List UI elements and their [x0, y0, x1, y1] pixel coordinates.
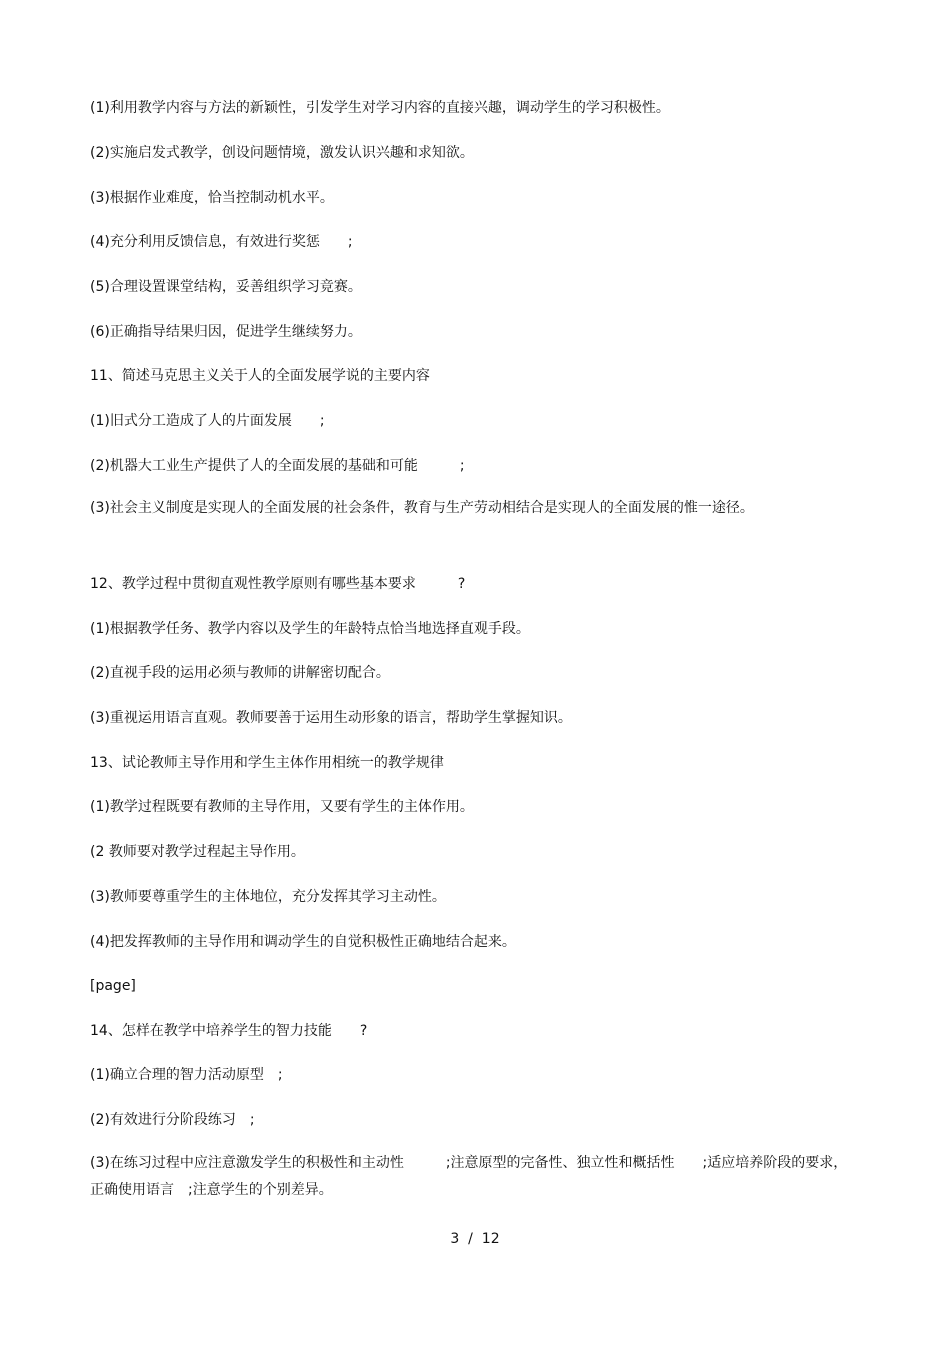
question-heading: 12、教学过程中贯彻直观性教学原则有哪些基本要求 ?	[90, 576, 466, 592]
text-line: (2)实施启发式教学，创设问题情境，激发认识兴趣和求知欲。	[90, 145, 474, 161]
text-line: (3)重视运用语言直观。教师要善于运用生动形象的语言，帮助学生掌握知识。	[90, 710, 572, 726]
text-line: (3)在练习过程中应注意激发学生的积极性和主动性 ;注意原型的完备性、独立性和概括性 ;适应培养阶段的要求，正确使用语言 ;注意学生的个别差异。	[90, 1155, 848, 1198]
text-line: (4)充分利用反馈信息，有效进行奖惩 ;	[90, 234, 353, 250]
question-heading: 14、怎样在教学中培养学生的智力技能 ?	[90, 1023, 368, 1039]
text-line: (1)旧式分工造成了人的片面发展 ;	[90, 413, 325, 429]
text-line: (1)确立合理的智力活动原型 ;	[90, 1067, 283, 1083]
text-line: (1)教学过程既要有教师的主导作用，又要有学生的主体作用。	[90, 799, 474, 815]
text-line: (2 教师要对教学过程起主导作用。	[90, 844, 305, 860]
page-marker: [page]	[90, 978, 136, 994]
text-line: (2)直视手段的运用必须与教师的讲解密切配合。	[90, 665, 390, 681]
text-line: (3)教师要尊重学生的主体地位，充分发挥其学习主动性。	[90, 889, 446, 905]
text-line: (2)有效进行分阶段练习 ;	[90, 1112, 255, 1128]
question-heading: 13、试论教师主导作用和学生主体作用相统一的教学规律	[90, 755, 444, 771]
page-number: 3 / 12	[450, 1231, 500, 1247]
text-line: (3)社会主义制度是实现人的全面发展的社会条件，教育与生产劳动相结合是实现人的全面发展的惟一途径。	[90, 500, 754, 516]
text-line: (1)根据教学任务、教学内容以及学生的年龄特点恰当地选择直观手段。	[90, 621, 530, 637]
text-line: (4)把发挥教师的主导作用和调动学生的自觉积极性正确地结合起来。	[90, 934, 516, 950]
text-line: (5)合理设置课堂结构，妥善组织学习竞赛。	[90, 279, 362, 295]
text-line: (1)利用教学内容与方法的新颖性，引发学生对学习内容的直接兴趣，调动学生的学习积极性。	[90, 100, 670, 116]
question-heading: 11、简述马克思主义关于人的全面发展学说的主要内容	[90, 368, 430, 384]
text-line: (6)正确指导结果归因，促进学生继续努力。	[90, 324, 362, 340]
text-line: (3)根据作业难度，恰当控制动机水平。	[90, 190, 334, 206]
text-line: (2)机器大工业生产提供了人的全面发展的基础和可能 ;	[90, 458, 465, 474]
